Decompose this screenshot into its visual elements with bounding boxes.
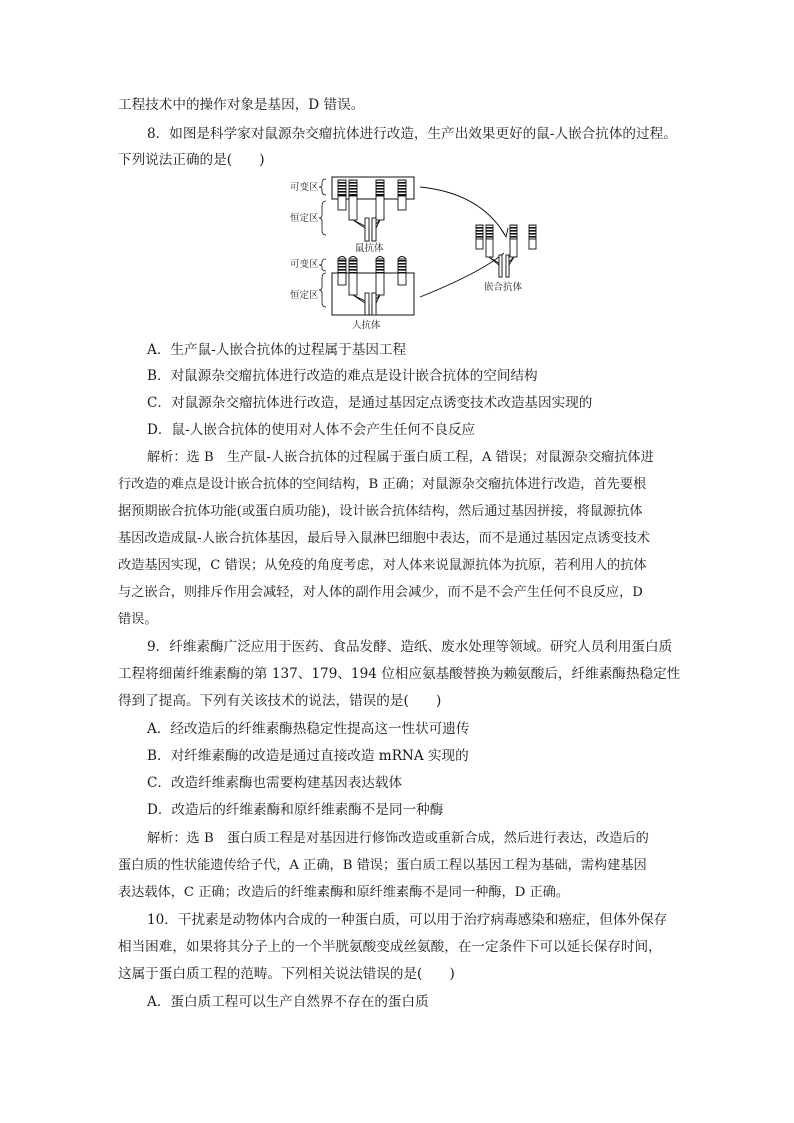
question-9-stem-cont: 工程将细菌纤维素酶的第 137、179、194 位相应氨基酸替换为赖氨酸后，纤维素酶热稳定性	[118, 666, 681, 682]
analysis-8-line: 改造基因实现，C 错误；从免疫的角度考虑，对人体来说鼠源抗体为抗原，若利用人的抗体	[118, 558, 647, 573]
analysis-9-line: 表达载体，C 正确；改造后的纤维素酶和原纤维素酶不是同一种酶，D 正确。	[118, 885, 570, 900]
option-9a: A．经改造后的纤维素酶热稳定性提高这一性状可遗传	[147, 721, 470, 737]
analysis-8-line: 行改造的难点是设计嵌合抗体的空间结构，B 正确；对鼠源杂交瘤抗体进行改造，首先要根	[118, 477, 647, 492]
antibody-figure	[280, 173, 550, 335]
option-8a: A．生产鼠-人嵌合抗体的过程属于基因工程	[147, 342, 407, 358]
analysis-9: 解析：选 B 蛋白质工程是对基因进行修饰改造或重新合成，然后进行表达，改造后的	[147, 831, 649, 846]
option-8d: D．鼠-人嵌合抗体的使用对人体不会产生任何不良反应	[147, 422, 476, 438]
mouse-variable-label: 可变区	[290, 182, 319, 193]
human-constant-brace	[319, 273, 326, 307]
question-9-stem-cont: 得到了提高。下列有关该技术的说法，错误的是( )	[118, 693, 442, 709]
mouse-constant-brace	[319, 201, 326, 235]
human-antibody-label: 人抗体	[352, 320, 381, 331]
analysis-8-line: 与之嵌合，则排斥作用会减轻，对人体的副作用会减少，而不是不会产生任何不良反应，D	[118, 585, 643, 600]
question-10-stem-cont: 这属于蛋白质工程的范畴。下列相关说法错误的是( )	[118, 966, 455, 982]
analysis-8-line: 据预期嵌合抗体功能(或蛋白质功能)，设计嵌合抗体结构，然后通过基因拼接，将鼠源抗体	[118, 504, 643, 519]
question-8-stem-cont: 下列说法正确的是( )	[118, 152, 265, 168]
human-variable-brace	[319, 259, 326, 271]
option-10a: A．蛋白质工程可以生产自然界不存在的蛋白质	[147, 994, 429, 1010]
mouse-antibody-label: 鼠抗体	[355, 243, 384, 254]
option-9d: D．改造后的纤维素酶和原纤维素酶不是同一种酶	[147, 802, 444, 818]
antibody-diagram	[280, 173, 550, 335]
question-10-stem-cont: 相当困难，如果将其分子上的一个半胱氨酸变成丝氨酸，在一定条件下可以延长保存时间，	[118, 939, 662, 955]
analysis-8: 解析：选 B 生产鼠-人嵌合抗体的过程属于蛋白质工程，A 错误；对鼠源杂交瘤抗体进	[147, 450, 654, 465]
human-variable-label: 可变区	[290, 259, 319, 270]
option-8c: C．对鼠源杂交瘤抗体进行改造，是通过基因定点诱变技术改造基因实现的	[147, 395, 593, 411]
analysis-8-line: 基因改造成鼠-人嵌合抗体基因，最后导入鼠淋巴细胞中表达，而不是通过基因定点诱变技术	[118, 531, 650, 546]
mouse-constant-label: 恒定区	[290, 213, 319, 224]
question-8-stem: 8．如图是科学家对鼠源杂交瘤抗体进行改造，生产出效果更好的鼠-人嵌合抗体的过程。	[147, 126, 677, 142]
analysis-9-line: 蛋白质的性状能遗传给子代，A 正确，B 错误；蛋白质工程以基因工程为基础，需构建基因	[118, 858, 647, 873]
option-9b: B．对纤维素酶的改造是通过直接改造 mRNA 实现的	[147, 748, 469, 764]
text-line: 工程技术中的操作对象是基因，D 错误。	[118, 97, 365, 113]
mouse-variable-brace	[319, 179, 326, 195]
human-constant-label: 恒定区	[290, 290, 319, 301]
chimeric-antibody	[476, 225, 536, 277]
analysis-8-line: 错误。	[118, 612, 158, 627]
option-8b: B．对鼠源杂交瘤抗体进行改造的难点是设计嵌合抗体的空间结构	[147, 368, 538, 384]
chimeric-antibody-label: 嵌合抗体	[484, 282, 523, 293]
question-10-stem: 10．干扰素是动物体内合成的一种蛋白质，可以用于治疗病毒感染和癌症，但体外保存	[147, 912, 668, 928]
question-9-stem: 9．纤维素酶广泛应用于医药、食品发酵、造纸、废水处理等领域。研究人员利用蛋白质	[147, 639, 673, 655]
option-9c: C．改造纤维素酶也需要构建基因表达载体	[147, 775, 403, 791]
